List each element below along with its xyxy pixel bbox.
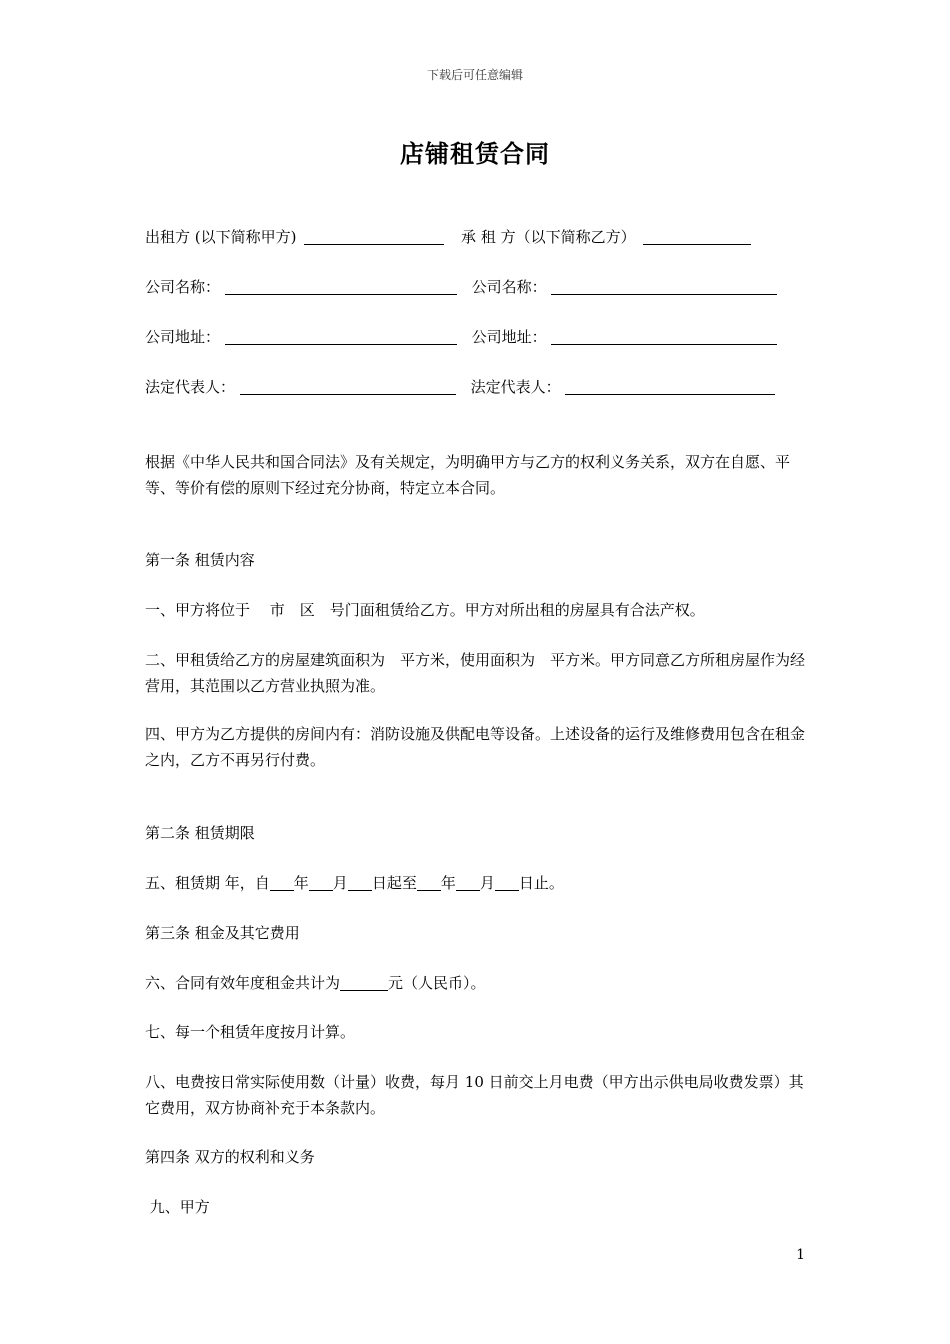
clause-6-prefix: 六、合同有效年度租金共计为 [145,974,341,992]
company-address-label-a: 公司地址： [145,328,221,346]
party-line-3 [145,325,777,349]
clause-5-year-2: 年 [440,874,456,892]
start-year-blank[interactable] [270,874,294,891]
clause-5-day-2: 日止。 [518,874,564,892]
company-name-blank-a[interactable] [225,278,457,295]
clause-5-month-1: 月 [332,874,348,892]
clause-6 [145,971,486,995]
clause-5-prefix: 五、租赁期 年，自 [145,874,270,892]
legal-rep-blank-b[interactable] [565,378,775,395]
page-title: 店铺租赁合同 [400,139,550,168]
lessor-blank[interactable] [304,228,444,245]
party-line-1 [145,225,751,249]
clause-8: 八、电费按日常实际使用数（计量）收费，每月 10 日前交上月电费（甲方出示供电局收费发票）其它费用，双方协商补充于本条款内。 [145,1073,804,1117]
company-address-blank-a[interactable] [225,328,457,345]
page-number: 1 [796,1247,805,1263]
company-name-label-a: 公司名称： [145,278,221,296]
clause-5-day-1: 日起至 [371,874,417,892]
clause-7: 七、每一个租赁年度按月计算。 [145,1023,356,1041]
start-day-blank[interactable] [348,874,372,891]
company-address-blank-b[interactable] [551,328,777,345]
end-day-blank[interactable] [495,874,519,891]
legal-rep-label-b: 法定代表人： [470,378,561,396]
party-line-4 [145,375,775,399]
lessee-blank[interactable] [643,228,751,245]
company-address-label-b: 公司地址： [471,328,547,346]
legal-rep-label-a: 法定代表人： [145,378,236,396]
company-name-label-b: 公司名称： [471,278,547,296]
party-line-2 [145,275,777,299]
start-month-blank[interactable] [309,874,333,891]
clause-9: 九、甲方 [145,1198,210,1216]
rent-amount-blank[interactable] [340,974,388,991]
clause-4: 四、甲方为乙方提供的房间内有：消防设施及供配电等设备。上述设备的运行及维修费用包含在租金之内，乙方不再另行付费。 [145,725,806,769]
lessee-label: 承 租 方（以下简称乙方） [461,228,636,246]
article-3-heading: 第三条 租金及其它费用 [145,924,300,942]
intro-paragraph: 根据《中华人民共和国合同法》及有关规定，为明确甲方与乙方的权利义务关系，双方在自愿、平等、等价有偿的原则下经过充分协商，特定立本合同。 [145,453,791,497]
header-note: 下载后可任意编辑 [426,68,523,82]
clause-6-suffix: 元（人民币）。 [388,974,486,992]
end-month-blank[interactable] [456,874,480,891]
clause-2: 二、甲租赁给乙方的房屋建筑面积为 平方米，使用面积为 平方米。甲方同意乙方所租房屋作为经营用，其范围以乙方营业执照为准。 [145,651,806,695]
clause-1: 一、甲方将位于 市 区 号门面租赁给乙方。甲方对所出租的房屋具有合法产权。 [145,601,705,619]
clause-5-year-1: 年 [293,874,309,892]
article-2-heading: 第二条 租赁期限 [145,824,255,842]
article-1-heading: 第一条 租赁内容 [145,551,255,569]
end-year-blank[interactable] [417,874,441,891]
legal-rep-blank-a[interactable] [240,378,456,395]
clause-5-month-2: 月 [479,874,495,892]
clause-5 [145,871,564,895]
article-4-heading: 第四条 双方的权利和义务 [145,1148,315,1166]
lessor-label: 出租方 (以下简称甲方) [145,228,297,246]
company-name-blank-b[interactable] [551,278,777,295]
